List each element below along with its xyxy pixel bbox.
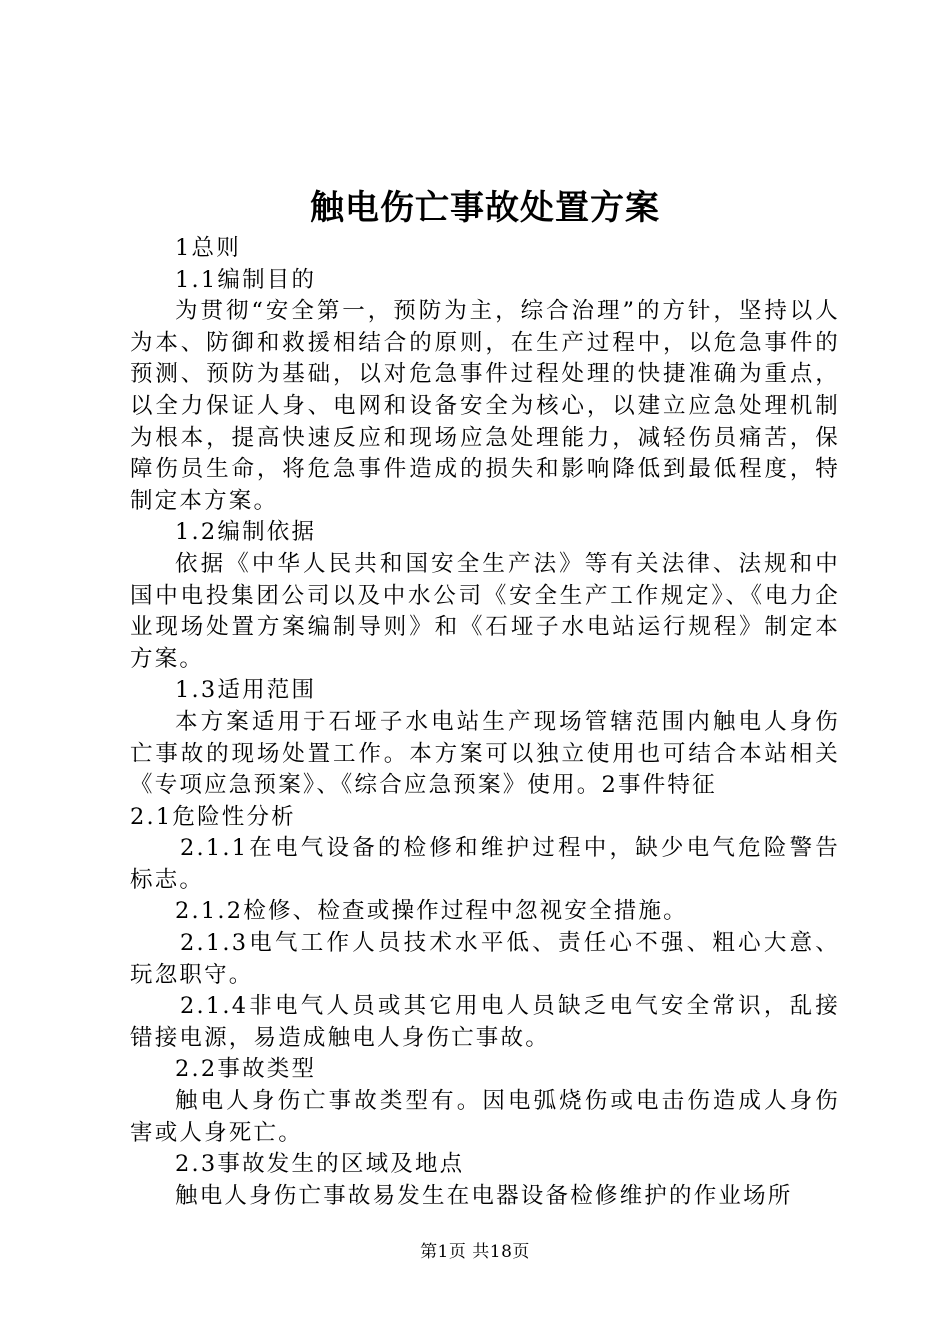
section-heading-1-3: 1.3适用范围 xyxy=(175,677,317,704)
document-title: 触电伤亡事故处置方案 xyxy=(310,188,660,228)
section-heading-2-1: 2.1危险性分析 xyxy=(130,803,296,830)
paragraph-2-1-4: 2.1.4非电气人员或其它用电人员缺乏电气安全常识，乱接错接电源，易造成触电人身伤亡事故。 xyxy=(130,993,840,1051)
paragraph-2-1-2: 2.1.2检修、检查或操作过程中忽视安全措施。 xyxy=(175,898,688,925)
paragraph-scope: 本方案适用于石垭子水电站生产现场管辖范围内触电人身伤亡事故的现场处置工作。本方案可以独立使用也可结合本站相关《专项应急预案》、《综合应急预案》使用。2事件特征 xyxy=(130,708,840,799)
paragraph-2-1-3: 2.1.3电气工作人员技术水平低、责任心不强、粗心大意、玩忽职守。 xyxy=(130,930,840,988)
section-heading-2-3: 2.3事故发生的区域及地点 xyxy=(175,1151,465,1178)
page-number-footer: 第1页 共18页 xyxy=(420,1242,530,1262)
document-page xyxy=(130,0,840,1344)
paragraph-basis: 依据《中华人民共和国安全生产法》等有关法律、法规和中国中电投集团公司以及中水公司《安全生产工作规定》、《电力企业现场处置方案编制导则》和《石垭子水电站运行规程》制定本方案。 xyxy=(130,550,840,672)
paragraph-purpose: 为贯彻“安全第一，预防为主，综合治理”的方针，坚持以人为本、防御和救援相结合的原则，在生产过程中，以危急事件的预测、预防为基础，以对危急事件过程处理的快捷准确为重点，以全力保证人身、电网和设备安全为核心，以建立应急处理机制为根本，提高快速反应和现场应急处理能力，减轻伤员痛苦，保障伤员生命，将危急事件造成的损失和影响降低到最低程度，特制定本方案。 xyxy=(130,298,840,514)
document-body xyxy=(130,233,840,1212)
section-heading-1-1: 1.1编制目的 xyxy=(175,266,317,293)
paragraph-2-1-1: 2.1.1在电气设备的检修和维护过程中，缺少电气危险警告标志。 xyxy=(130,835,840,893)
section-heading-1-2: 1.2编制依据 xyxy=(175,519,317,546)
paragraph-accident-type: 触电人身伤亡事故类型有。因电弧烧伤或电击伤造成人身伤害或人身死亡。 xyxy=(130,1088,840,1146)
section-heading-2-2: 2.2事故类型 xyxy=(175,1056,317,1083)
paragraph-accident-location: 触电人身伤亡事故易发生在电器设备检修维护的作业场所 xyxy=(175,1182,793,1209)
section-heading-1: 1总则 xyxy=(175,235,241,261)
